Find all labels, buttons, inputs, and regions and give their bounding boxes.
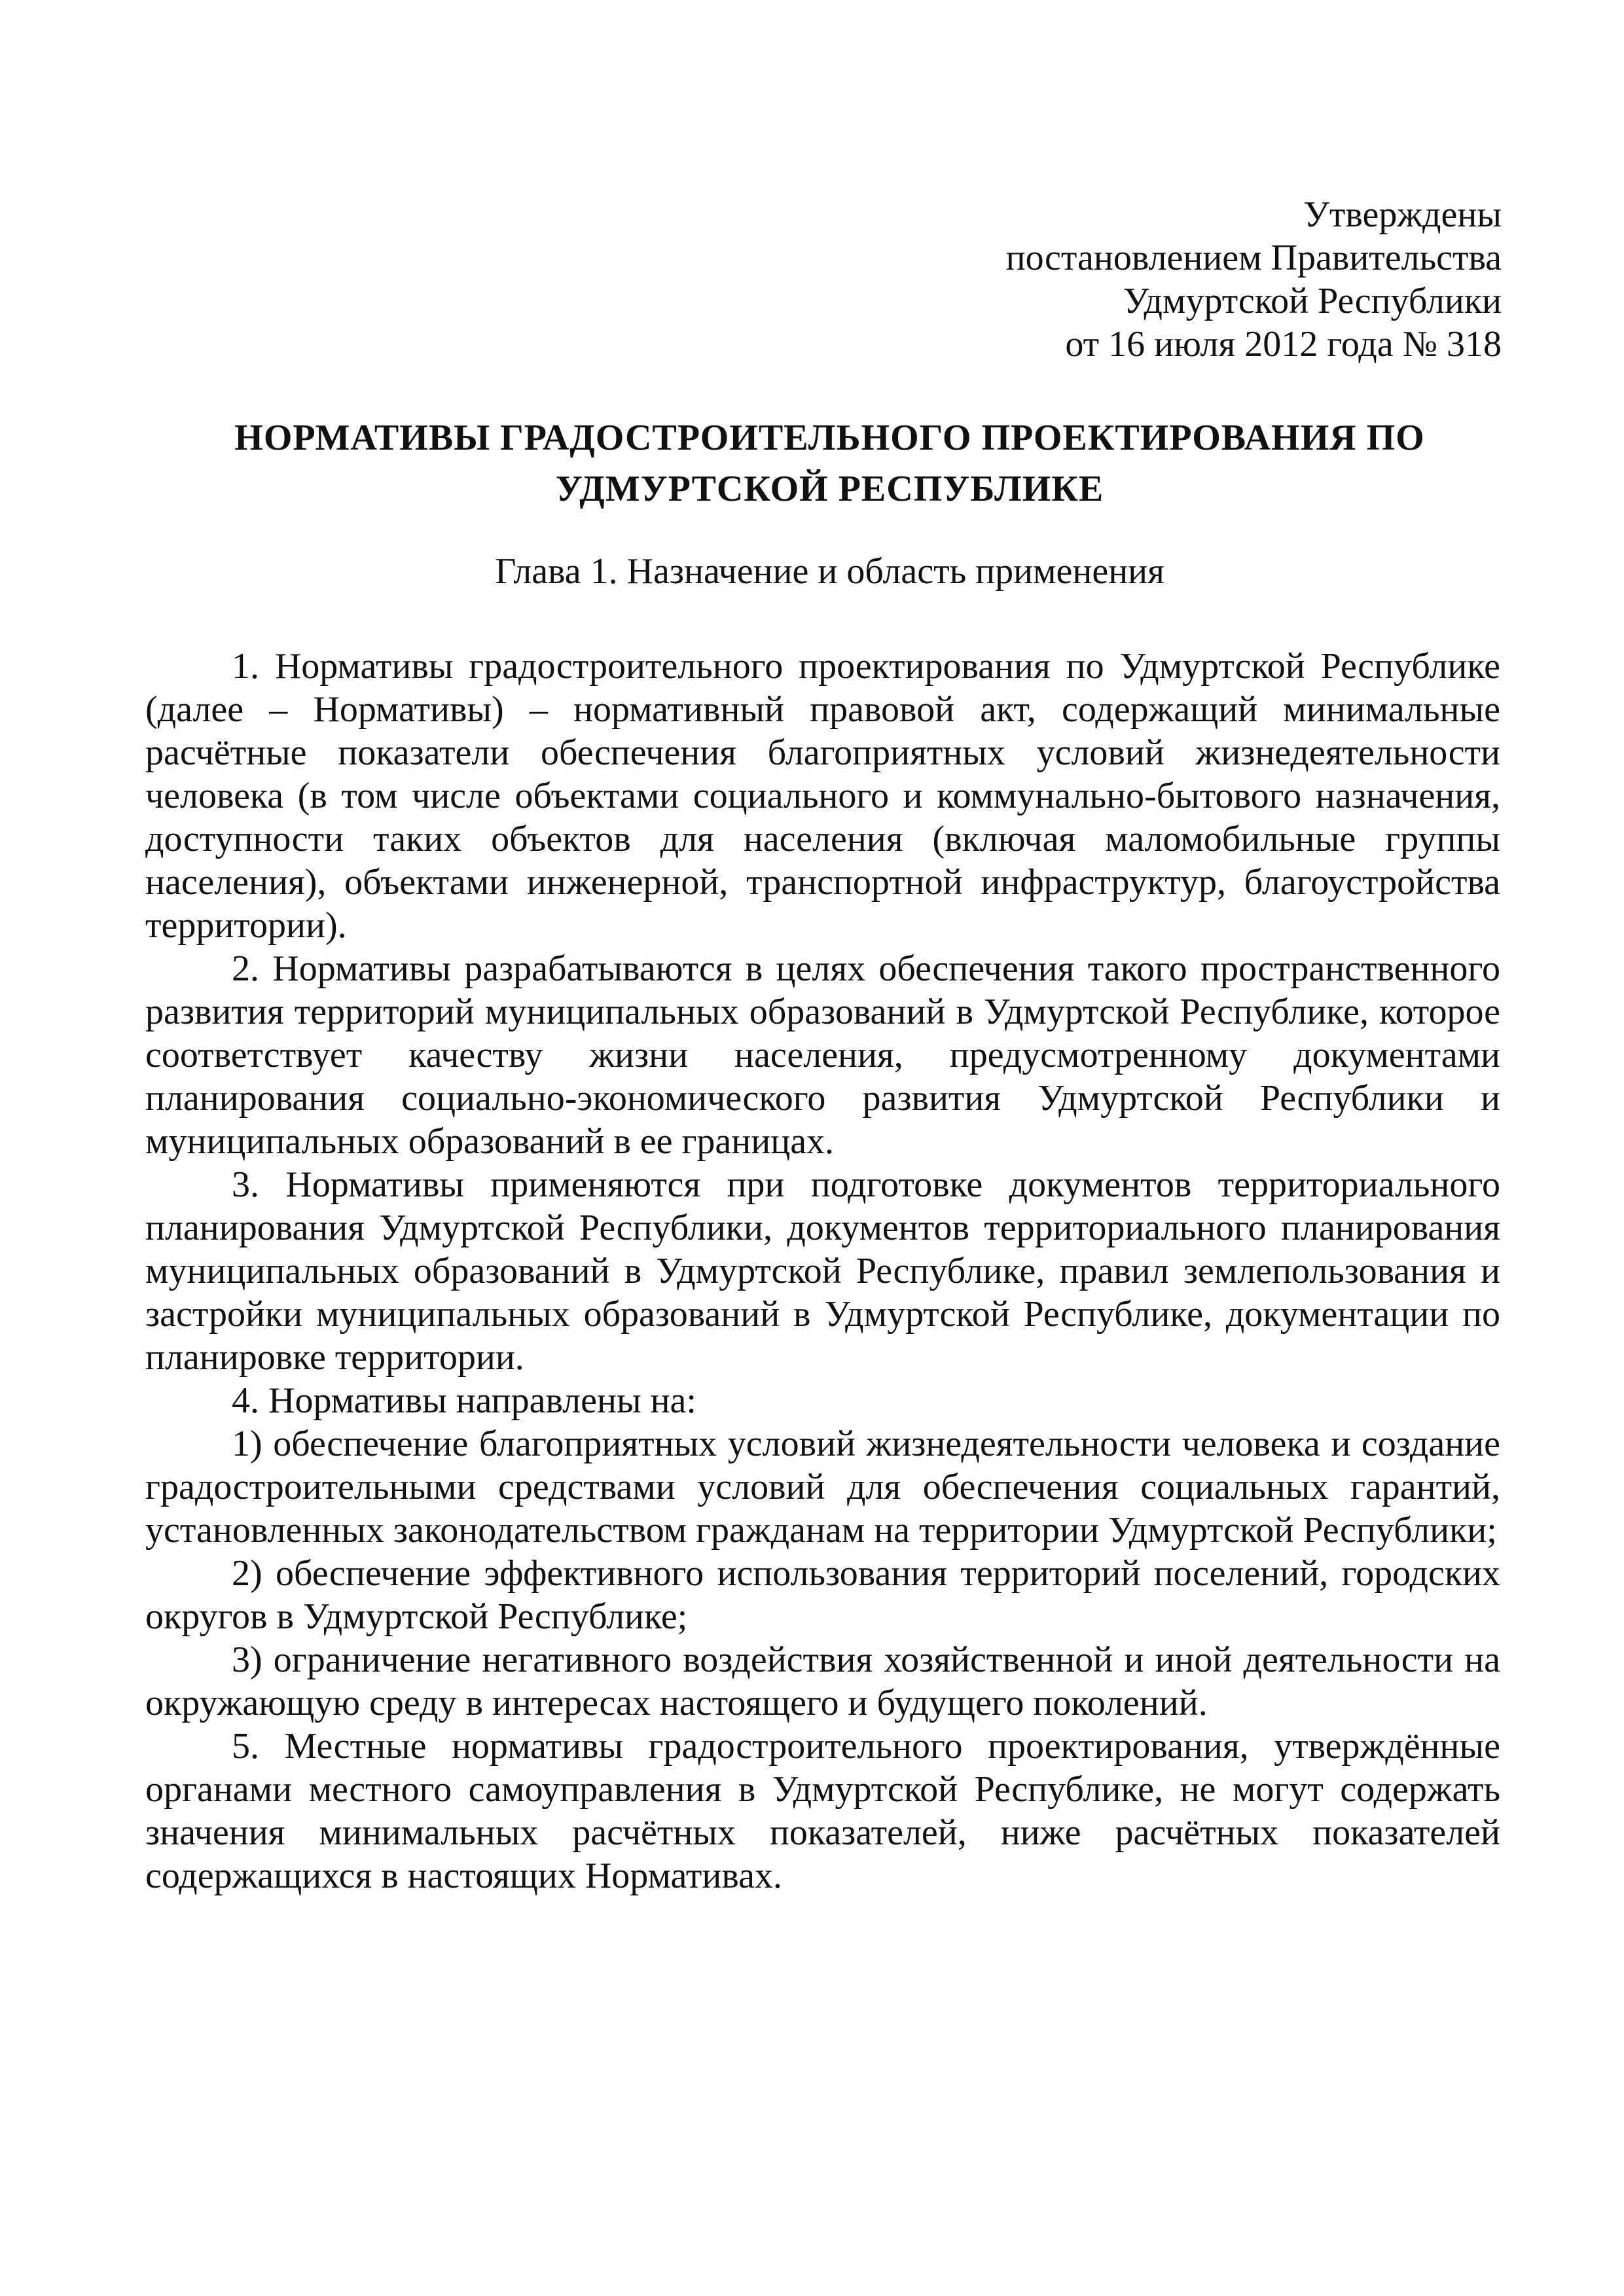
paragraph-3: 3. Нормативы применяются при подготовке документов территориального планирования Удмуртской Республики, документов территориального планирования муниципальных образований в Удмуртской Республике, правил землепользования и застройки муниципальных образований в Удмуртской Республике, документации по планировке территории.: [145, 1164, 1500, 1378]
chapter-heading: Глава 1. Назначение и область применения: [495, 551, 1164, 592]
document-title: [144, 412, 1515, 514]
paragraph-4: 4. Нормативы направлены на:: [232, 1380, 696, 1421]
approval-line-resolution: постановлением Правительства: [1005, 238, 1502, 278]
document-body: [145, 645, 1500, 1897]
paragraph-4-item-3: 3) ограничение негативного воздействия хозяйственной и иной деятельности на окружающую среду в интересах настоящего и будущего поколений.: [145, 1640, 1500, 1723]
paragraph-1: 1. Нормативы градостроительного проектирования по Удмуртской Республике (далее – Нормативы) – нормативный правовой акт, содержащий минимальные расчётные показатели обеспечения благоприятных условий жизнедеятельности человека (в том числе объектами социального и коммунально-бытового назначения, доступности таких объектов для населения (включая маломобильные группы населения), объектами инженерной, транспортной инфраструктур, благоустройства территории).: [145, 646, 1500, 946]
approval-line-date-number: от 16 июля 2012 года № 318: [1065, 324, 1502, 365]
paragraph-4-item-2: 2) обеспечение эффективного использования территорий поселений, городских округов в Удмуртской Республике;: [145, 1553, 1500, 1637]
paragraph-4-item-1: 1) обеспечение благоприятных условий жизнедеятельности человека и создание градостроительными средствами условий для обеспечения социальных гарантий, установленных законодательством гражданам на территории Удмуртской Республики;: [145, 1424, 1500, 1551]
approval-line-approved: Утверждены: [1303, 194, 1502, 235]
paragraph-5: 5. Местные нормативы градостроительного проектирования, утверждённые органами местного самоуправления в Удмуртской Республике, не могут содержать значения минимальных расчётных показателей, ниже расчётных показателей содержащихся в настоящих Нормативах.: [145, 1726, 1500, 1896]
paragraph-2: 2. Нормативы разрабатываются в целях обеспечения такого пространственного развития территорий муниципальных образований в Удмуртской Республике, которое соответствует качеству жизни населения, предусмотренному документами планирования социально-экономического развития Удмуртской Республики и муниципальных образований в ее границах.: [145, 948, 1500, 1162]
document-title-line-1: НОРМАТИВЫ ГРАДОСТРОИТЕЛЬНОГО ПРОЕКТИРОВАНИЯ ПО: [234, 418, 1425, 458]
approval-line-republic: Удмуртской Республики: [1123, 281, 1502, 321]
document-title-line-2: УДМУРТСКОЙ РЕСПУБЛИКЕ: [555, 469, 1104, 509]
approval-block: [716, 193, 1502, 366]
